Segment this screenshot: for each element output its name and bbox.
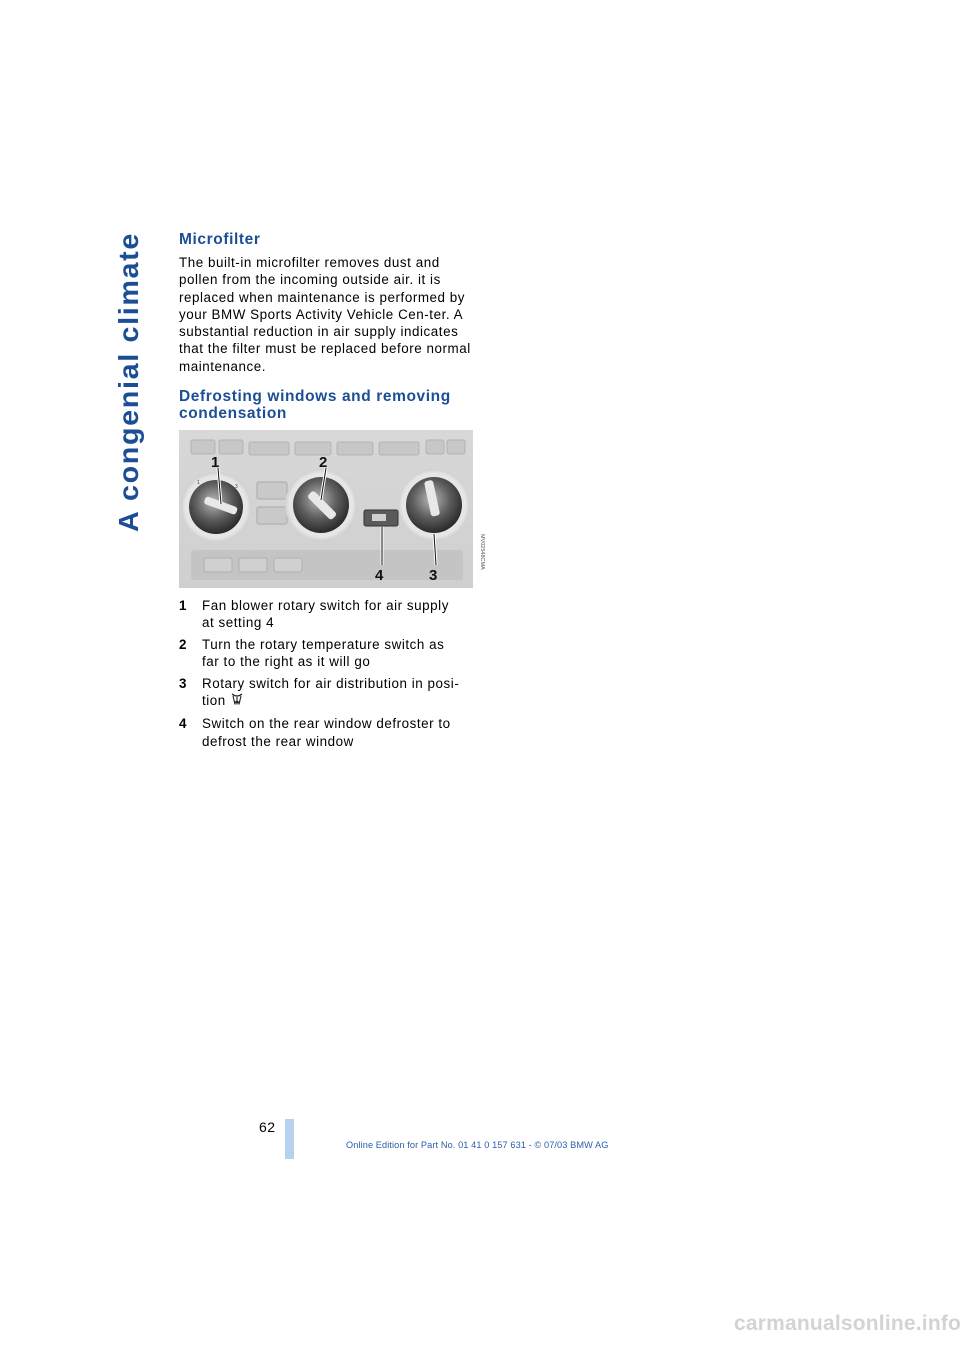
list-number: 3 [179, 676, 187, 692]
section-heading-defrosting [179, 389, 479, 422]
fan-mark: 0 [191, 506, 194, 512]
list-text-line1: Switch on the rear window defroster to [202, 716, 451, 732]
list-text-line1: Fan blower rotary switch for air supply [202, 598, 449, 613]
list-text-line1: Rotary switch for air distribution in posi- [202, 676, 460, 692]
microfilter-paragraph: The built-in microfilter removes dust and pollen from the incoming outside air. it is replaced when maintenance is performed by your BMW Sports Activity Vehicle Cen-ter. A substantial reduction in air supply indicates that the filter must be replaced before normal maintenance. [179, 255, 471, 374]
temperature-dial[interactable] [285, 469, 357, 541]
list-item [179, 715, 479, 750]
defrost-distribution-icon [230, 692, 244, 710]
list-text-line2: at setting 4 [202, 615, 275, 631]
defroster-symbol [372, 514, 386, 521]
fan-mark: 4 [239, 506, 242, 512]
callout-2: 2 [319, 454, 328, 471]
list-number: 2 [179, 637, 187, 653]
list-item [179, 636, 479, 671]
list-item [179, 675, 479, 711]
callout-1: 1 [211, 454, 220, 471]
climate-control-figure [179, 430, 485, 588]
page-number: 62 [259, 1119, 276, 1135]
callout-4: 4 [375, 567, 384, 584]
list-text-line2: far to the right as it will go [202, 654, 371, 670]
list-text-line2: defrost the rear window [202, 733, 354, 749]
heading-line-1: Defrosting windows and removing [179, 388, 451, 405]
list-number: 1 [179, 598, 187, 613]
list-item [179, 597, 479, 632]
fan-mark: 1 [197, 480, 200, 486]
recirculation-button[interactable] [257, 482, 287, 499]
distribution-dial[interactable] [398, 469, 470, 541]
fan-dial[interactable] [181, 472, 251, 542]
ac-button[interactable] [257, 507, 287, 524]
callout-3: 3 [429, 567, 438, 584]
footer-text: Online Edition for Part No. 01 41 0 157 631 - © 07/03 BMW AG [346, 1140, 609, 1150]
chapter-title [108, 222, 148, 552]
list-number: 4 [179, 716, 187, 732]
watermark: carmanualsonline.info [734, 1312, 961, 1335]
list-text-line2: tion [202, 693, 226, 709]
bottom-buttons [204, 558, 302, 572]
list-text-line1: Turn the rotary temperature switch as [202, 637, 445, 653]
section-heading-microfilter: Microfilter [179, 231, 261, 248]
instruction-list [179, 597, 479, 754]
chapter-title-text: A congenial climate [113, 239, 144, 532]
image-code: MV02548CMA [479, 534, 485, 570]
page-number-bar [285, 1119, 294, 1159]
fan-mark: 3 [235, 484, 238, 490]
heading-line-2: condensation [179, 404, 287, 422]
